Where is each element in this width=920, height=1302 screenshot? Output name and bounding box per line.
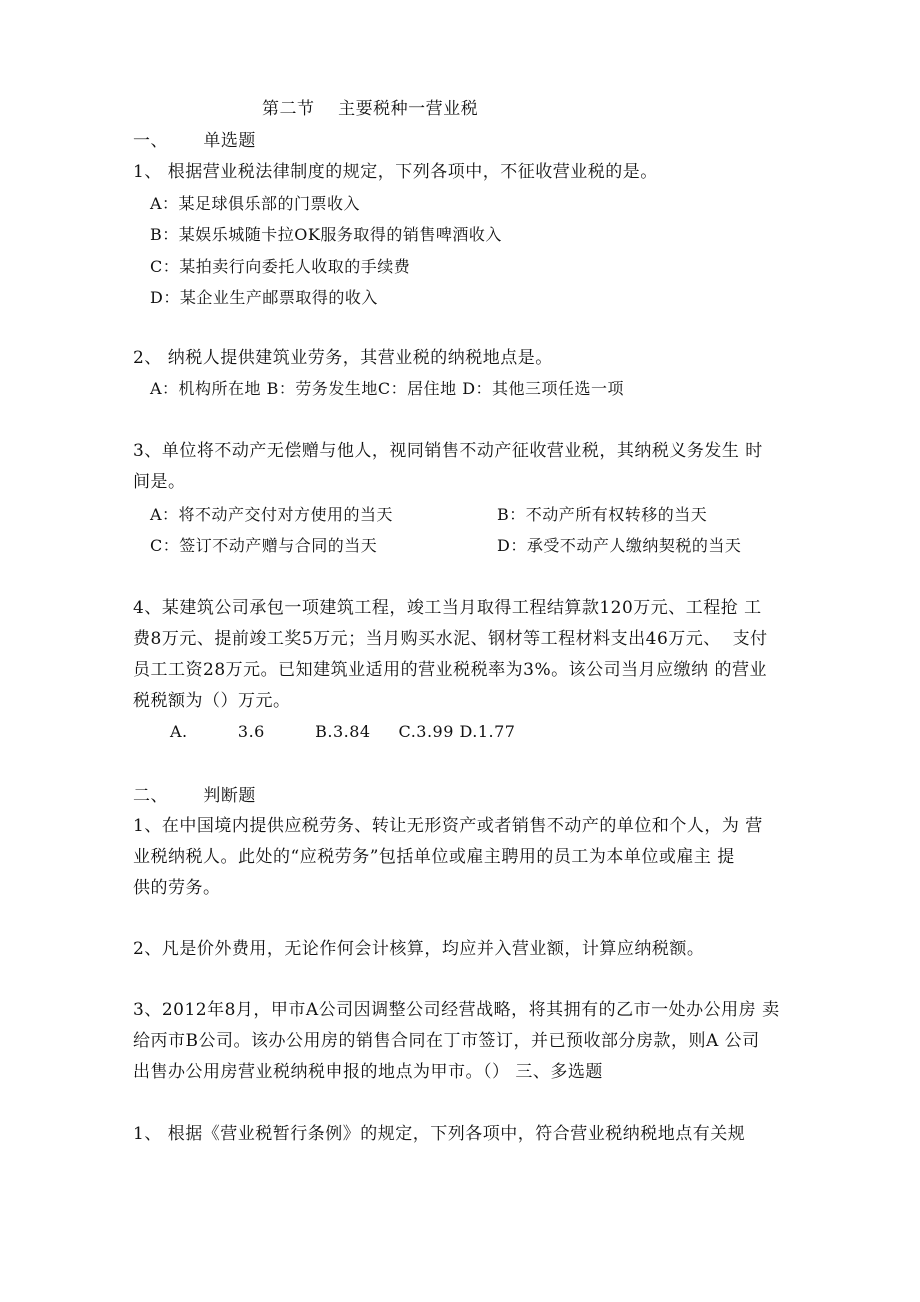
j2-text: 2、凡是价外费用，无论作何会计核算，均应并入营业额，计算应纳税额。 xyxy=(133,939,705,959)
q2-options: A：机构所在地 B：劳务发生地C：居住地 D：其他三项任选一项 xyxy=(150,379,625,398)
q1-stem: 1、 根据营业税法律制度的规定，下列各项中，不征收营业税的是。 xyxy=(133,162,658,182)
q4-line4: 税税额为（）万元。 xyxy=(133,691,291,711)
q3-stem-line1: 3、单位将不动产无偿赠与他人，视同销售不动产征收营业税，其纳税义务发生 时 xyxy=(133,441,763,461)
q4-line2: 费8万元、提前竣工奖5万元；当月购买水泥、钢材等工程材料支出46万元、 支付 xyxy=(133,629,768,649)
true-false-heading: 二、 判断题 xyxy=(133,786,256,806)
q4-line1: 4、某建筑公司承包一项建筑工程，竣工当月取得工程结算款120万元、工程抢 工 xyxy=(133,598,762,618)
q2-stem: 2、 纳税人提供建筑业劳务，其营业税的纳税地点是。 xyxy=(133,348,553,368)
j1-line1: 1、在中国境内提供应税劳务、转让无形资产或者销售不动产的单位和个人，为 营 xyxy=(133,816,763,836)
q4-options: A. 3.6 B.3.84 C.3.99 D.1.77 xyxy=(170,722,516,741)
q3-option-b: B：不动产所有权转移的当天 xyxy=(497,505,708,524)
q1-option-b: B：某娱乐城随卡拉OK服务取得的销售啤酒收入 xyxy=(150,225,502,244)
single-choice-heading: 一、 单选题 xyxy=(133,131,256,151)
multi-choice-q1: 1、 根据《营业税暂行条例》的规定，下列各项中，符合营业税纳税地点有关规 xyxy=(133,1124,746,1144)
j1-line3: 供的劳务。 xyxy=(133,878,221,898)
q3-option-a: A：将不动产交付对方使用的当天 xyxy=(150,505,394,524)
q3-option-d: D：承受不动产人缴纳契税的当天 xyxy=(497,536,742,555)
q4-line3: 员工工资28万元。已知建筑业适用的营业税税率为3%。该公司当月应缴纳 的营业 xyxy=(133,660,768,680)
q1-option-d: D：某企业生产邮票取得的收入 xyxy=(150,288,378,307)
q1-option-c: C：某拍卖行向委托人收取的手续费 xyxy=(150,257,411,276)
j3-line1: 3、2012年8月，甲市A公司因调整公司经营战略，将其拥有的乙市一处办公用房 卖 xyxy=(133,1000,780,1020)
j3-line2: 给丙市B公司。该办公用房的销售合同在丁市签订，并已预收部分房款，则A 公司 xyxy=(133,1031,760,1051)
section-title: 第二节 主要税种一营业税 xyxy=(262,99,479,119)
q3-option-c: C：签订不动产赠与合同的当天 xyxy=(150,536,378,555)
q1-option-a: A：某足球俱乐部的门票收入 xyxy=(150,194,361,213)
j3-line3: 出售办公用房营业税纳税申报的地点为甲市。（） 三、多选题 xyxy=(133,1062,603,1082)
j1-line2: 业税纳税人。此处的“应税劳务”包括单位或雇主聘用的员工为本单位或雇主 提 xyxy=(133,847,735,867)
q3-stem-line2: 间是。 xyxy=(133,472,186,492)
